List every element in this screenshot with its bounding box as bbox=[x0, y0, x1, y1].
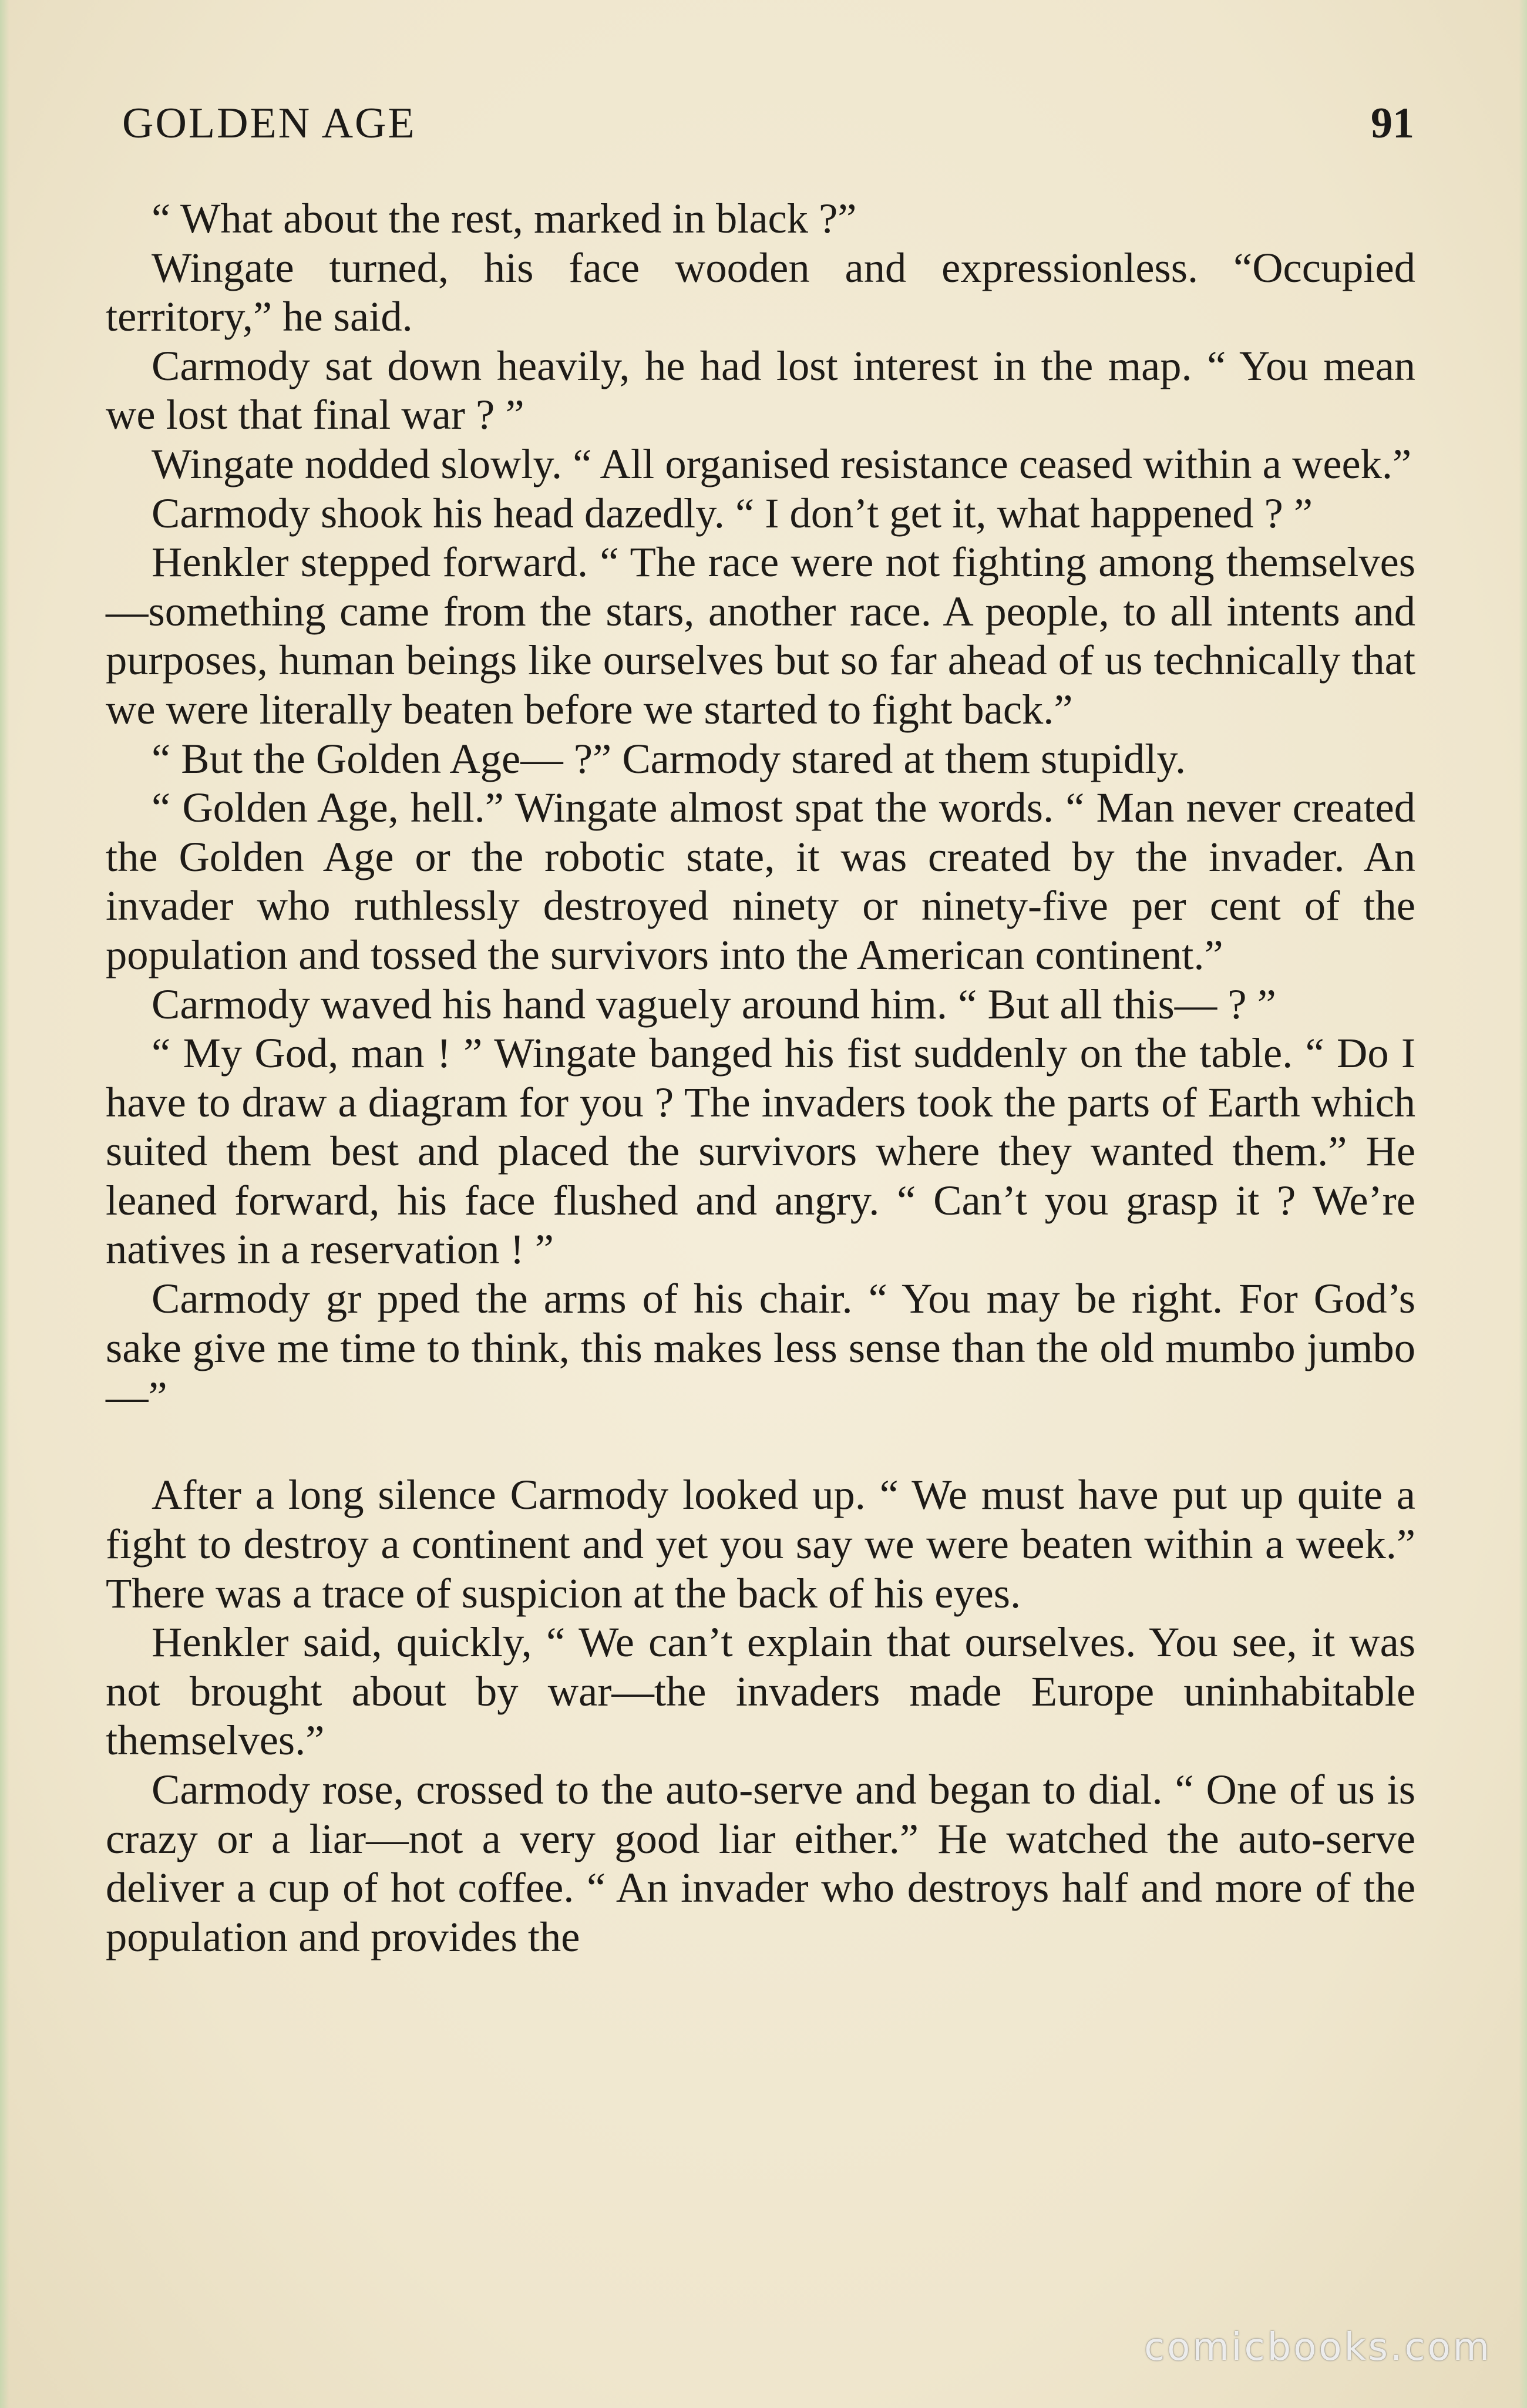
paragraph: Carmody gr pped the arms of his chair. “ You may be right. For God’s sake give me time to think, this makes less sense than the old mumbo jumbo—” bbox=[106, 1274, 1415, 1421]
running-head bbox=[122, 99, 1414, 152]
paragraph: Henkler stepped forward. “ The race were not fighting among themselves—something came from the stars, another race. A people, to all intents and purposes, human beings like ourselves but so far ahead of us technically that we were literally beaten before we started to fight back.” bbox=[106, 538, 1415, 733]
page-number: 91 bbox=[1371, 99, 1414, 147]
paragraph: Carmody rose, crossed to the auto-serve and began to dial. “ One of us is crazy or a liar—not a very good liar either.” He watched the auto-serve deliver a cup of hot coffee. “ An invader who destroys half and more of the population and provides the bbox=[106, 1765, 1415, 1960]
paragraph: Henkler said, quickly, “ We can’t explain that ourselves. You see, it was not brought about by war—the invaders made Europe uninhabitable themselves.” bbox=[106, 1618, 1415, 1764]
section-break bbox=[106, 1421, 1415, 1471]
watermark: comicbooks.com bbox=[1143, 2326, 1492, 2369]
running-head-title: GOLDEN AGE bbox=[122, 99, 416, 147]
paragraph: After a long silence Carmody looked up. “ We must have put up quite a fight to destroy a continent and yet you say we were beaten within a week.” There was a trace of suspicion at the back of his eyes. bbox=[106, 1471, 1415, 1617]
paragraph: Carmody sat down heavily, he had lost interest in the map. “ You mean we lost that final war ? ” bbox=[106, 341, 1415, 439]
page-edge-left bbox=[0, 0, 9, 2408]
paragraph: Wingate nodded slowly. “ All organised resistance ceased within a week.” bbox=[152, 439, 1412, 487]
paragraph: “ What about the rest, marked in black ?” bbox=[152, 194, 857, 242]
page-edge-right bbox=[1519, 0, 1527, 2408]
body-text bbox=[106, 194, 1415, 1961]
paragraph: “ My God, man ! ” Wingate banged his fist suddenly on the table. “ Do I have to draw a diagram for you ? The invaders took the parts of Earth which suited them best and placed the survivors where they wanted them.” He leaned forward, his face flushed and angry. “ Can’t you grasp it ? We’re natives in a reservation ! ” bbox=[106, 1029, 1415, 1273]
paragraph: “ Golden Age, hell.” Wingate almost spat the words. “ Man never created the Golden Age or the robotic state, it was created by the invader. An invader who ruthlessly destroyed ninety or ninety-five per cent of the population and tossed the survivors into the American continent.” bbox=[106, 783, 1415, 978]
paragraph: Carmody shook his head dazedly. “ I don’t get it, what happened ? ” bbox=[152, 489, 1313, 537]
paragraph: Carmody waved his hand vaguely around him. “ But all this— ? ” bbox=[152, 980, 1276, 1028]
paragraph: “ But the Golden Age— ?” Carmody stared at them stupidly. bbox=[152, 734, 1186, 782]
paragraph: Wingate turned, his face wooden and expressionless. “Occupied territory,” he said. bbox=[106, 243, 1415, 341]
